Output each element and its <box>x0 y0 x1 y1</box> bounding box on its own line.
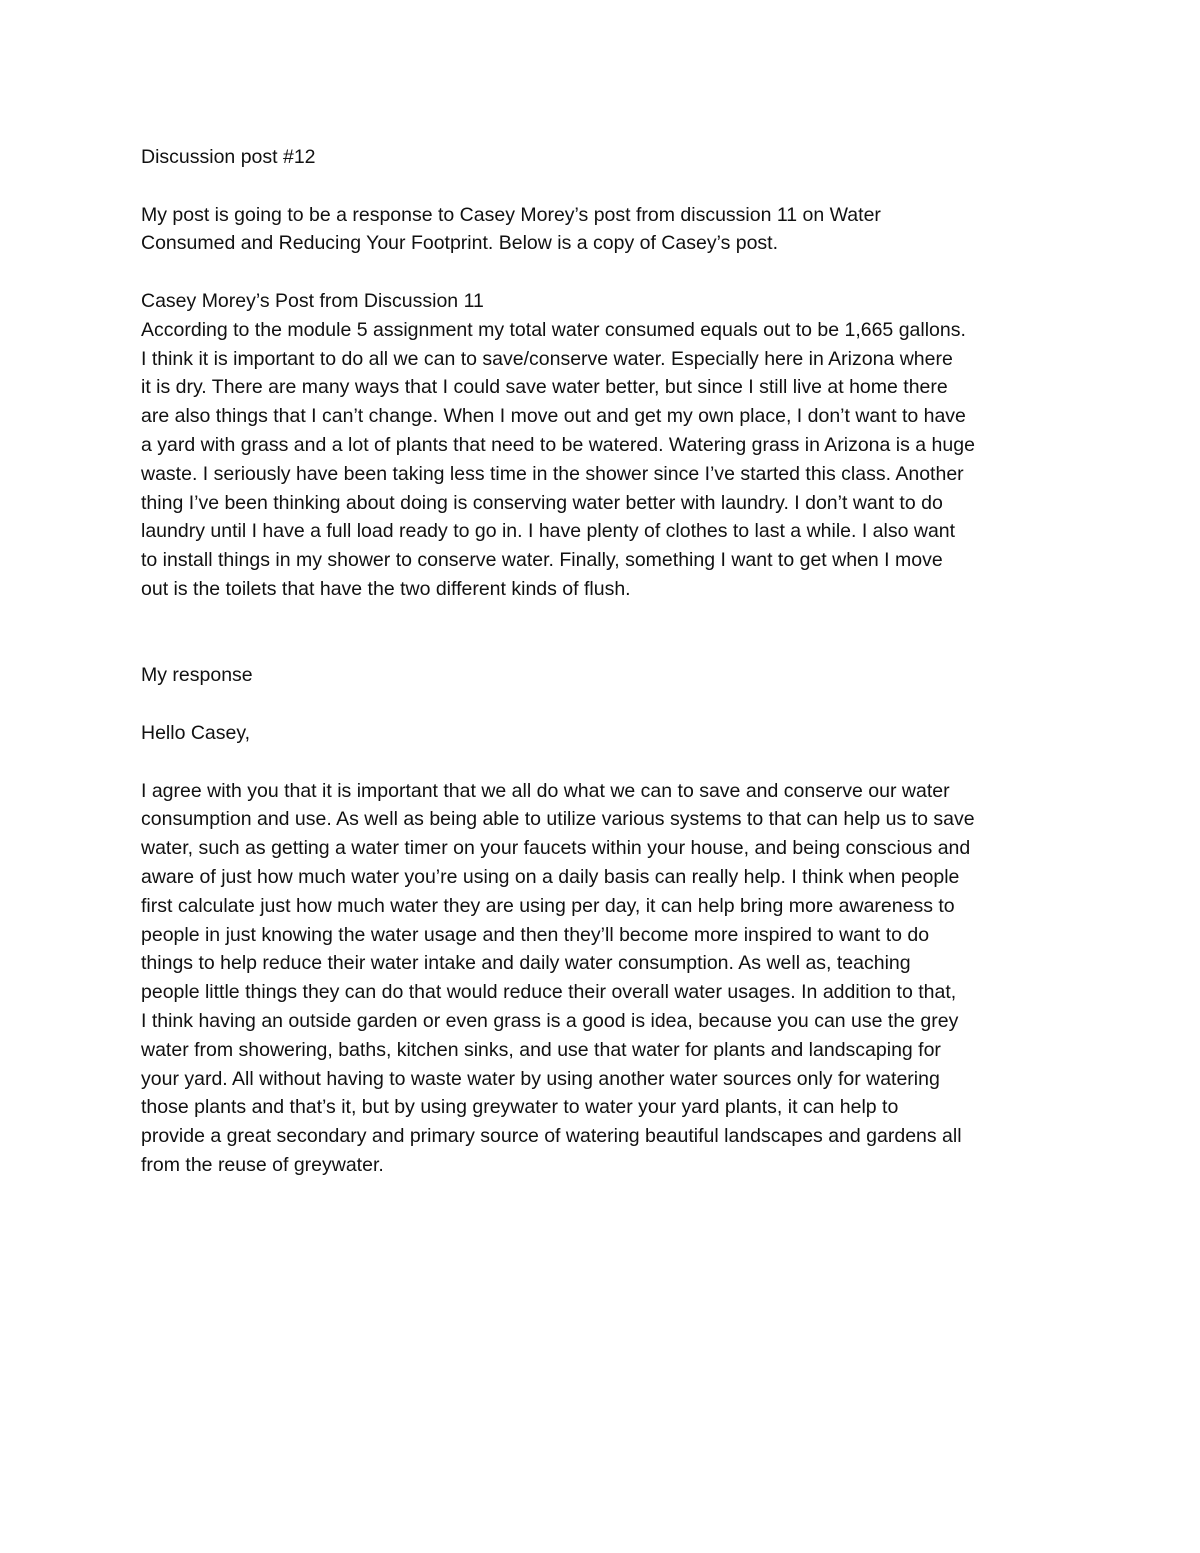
quoted-post-line: out is the toilets that have the two different kinds of flush. <box>141 577 631 600</box>
paragraph-spacer <box>141 258 1071 287</box>
quoted-post-line: it is dry. There are many ways that I could save water better, but since I still live at home there <box>141 376 948 399</box>
response-heading: My response <box>141 664 253 687</box>
response-line: provide a great secondary and primary source of watering beautiful landscapes and gardens all <box>141 1125 962 1148</box>
response-line: water, such as getting a water timer on your faucets within your house, and being conscious and <box>141 837 971 860</box>
document-body <box>141 143 1071 1180</box>
response-line: people in just knowing the water usage and then they’ll become more inspired to want to do <box>141 923 930 946</box>
response-line: first calculate just how much water they are using per day, it can help bring more awareness to <box>141 894 955 917</box>
quoted-post-line: According to the module 5 assignment my total water consumed equals out to be 1,665 gallons. <box>141 318 966 341</box>
intro-line: Consumed and Reducing Your Footprint. Below is a copy of Casey’s post. <box>141 232 779 255</box>
quoted-post-line: waste. I seriously have been taking less time in the shower since I’ve started this class. Another <box>141 462 964 485</box>
section-spacer <box>141 604 1071 662</box>
response-line: from the reuse of greywater. <box>141 1153 384 1176</box>
response-line: people little things they can do that would reduce their overall water usages. In addition to that, <box>141 981 957 1004</box>
paragraph-spacer <box>141 690 1071 719</box>
quoted-post-heading: Casey Morey’s Post from Discussion 11 <box>141 289 484 312</box>
quoted-post-line: are also things that I can’t change. When I move out and get my own place, I don’t want to have <box>141 405 966 428</box>
paragraph-spacer <box>141 172 1071 201</box>
response-line: I agree with you that it is important that we all do what we can to save and conserve our water <box>141 779 950 802</box>
response-line: I think having an outside garden or even grass is a good is idea, because you can use the grey <box>141 1009 959 1032</box>
quoted-post-line: I think it is important to do all we can to save/conserve water. Especially here in Arizona where <box>141 347 953 370</box>
paragraph-spacer <box>141 748 1071 777</box>
quoted-post-line: a yard with grass and a lot of plants that need to be watered. Watering grass in Arizona is a huge <box>141 433 975 456</box>
response-line: water from showering, baths, kitchen sinks, and use that water for plants and landscaping for <box>141 1038 941 1061</box>
response-line: consumption and use. As well as being able to utilize various systems to that can help us to save <box>141 808 975 831</box>
quoted-post-line: laundry until I have a full load ready to go in. I have plenty of clothes to last a while. I also want <box>141 520 956 543</box>
response-line: things to help reduce their water intake and daily water consumption. As well as, teaching <box>141 952 911 975</box>
response-line: aware of just how much water you’re using on a daily basis can really help. I think when people <box>141 865 960 888</box>
response-greeting: Hello Casey, <box>141 721 251 744</box>
intro-line: My post is going to be a response to Casey Morey’s post from discussion 11 on Water <box>141 203 881 226</box>
response-line: those plants and that’s it, but by using greywater to water your yard plants, it can help to <box>141 1096 899 1119</box>
quoted-post-line: thing I’ve been thinking about doing is conserving water better with laundry. I don’t want to do <box>141 491 943 514</box>
response-line: your yard. All without having to waste water by using another water sources only for watering <box>141 1067 940 1090</box>
document-title: Discussion post #12 <box>141 146 316 168</box>
quoted-post-line: to install things in my shower to conserve water. Finally, something I want to get when I move <box>141 549 943 572</box>
